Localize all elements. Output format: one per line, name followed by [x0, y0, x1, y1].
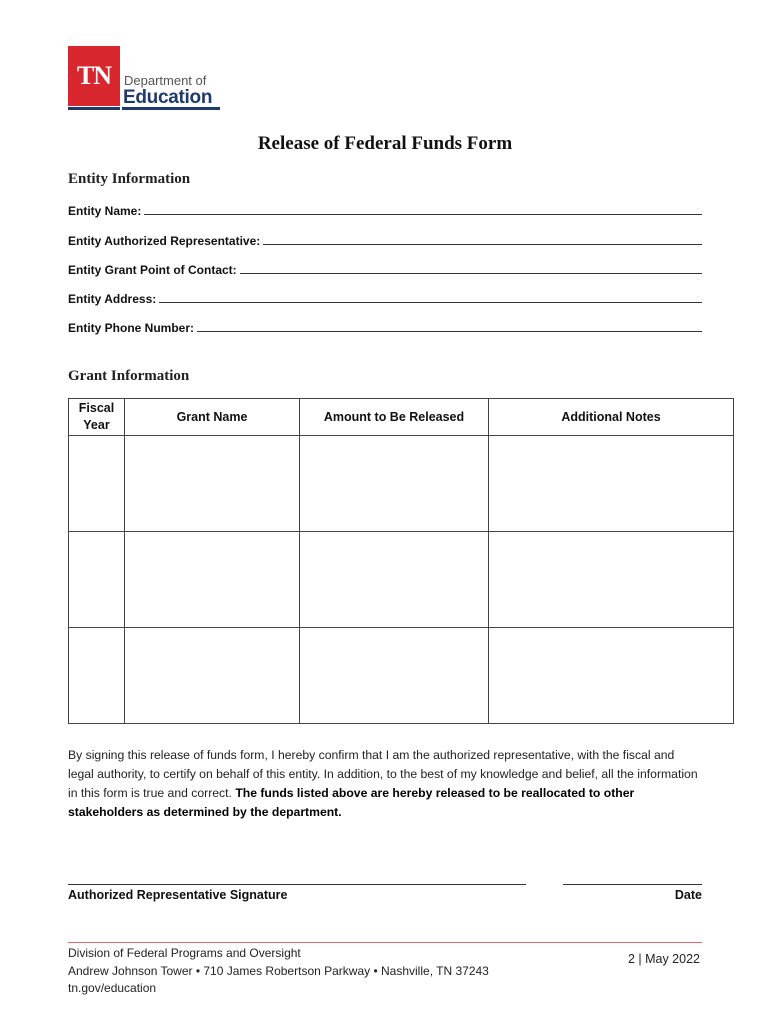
entity-phone-field[interactable]	[68, 317, 702, 335]
logo-education-text: Education	[123, 87, 213, 108]
entity-information-heading: Entity Information	[68, 171, 191, 187]
tn-logo-box: TN	[68, 46, 120, 106]
amount-cell[interactable]	[300, 628, 489, 724]
footer-website: tn.gov/education	[68, 981, 157, 995]
entity-phone-line[interactable]	[197, 330, 702, 332]
grant-name-cell[interactable]	[125, 436, 300, 532]
field-label: Entity Name:	[68, 204, 142, 218]
form-title: Release of Federal Funds Form	[257, 133, 513, 154]
entity-address-line[interactable]	[159, 301, 702, 303]
column-header-amount: Amount to Be Released	[300, 399, 489, 436]
entity-name-field[interactable]	[68, 200, 702, 218]
certification-statement	[68, 746, 703, 822]
field-label: Entity Grant Point of Contact:	[68, 263, 237, 277]
signature-line[interactable]	[68, 884, 526, 885]
footer-divider	[68, 942, 702, 943]
grant-name-cell[interactable]	[125, 628, 300, 724]
fiscal-year-cell[interactable]	[69, 436, 125, 532]
fiscal-year-cell[interactable]	[69, 628, 125, 724]
date-label: Date	[674, 888, 702, 902]
column-header-notes: Additional Notes	[489, 399, 734, 436]
tn-education-logo	[68, 46, 218, 112]
grant-information-table	[68, 398, 734, 724]
column-header-grant-name: Grant Name	[125, 399, 300, 436]
table-row	[69, 628, 734, 724]
grant-name-cell[interactable]	[125, 532, 300, 628]
statement-text: By signing this release of funds form, I hereby confirm that I am the authorized representative, with the fiscal and legal authority, to certify on behalf of this entity. In addition, to the best of my knowledge and belief, all the information in this form is true and correct.	[68, 748, 698, 800]
statement-bold-text: The funds listed above are hereby released to be reallocated to other stakeholders as determined by the department.	[68, 786, 635, 819]
entity-authorized-representative-field[interactable]	[68, 230, 702, 248]
logo-department-text: Department of	[124, 73, 207, 88]
column-header-fiscal-year: Fiscal Year	[69, 399, 125, 436]
entity-contact-line[interactable]	[240, 272, 702, 274]
field-label: Entity Phone Number:	[68, 321, 195, 335]
page-number-date: 2 | May 2022	[627, 952, 700, 966]
amount-cell[interactable]	[300, 436, 489, 532]
entity-grant-contact-field[interactable]	[68, 259, 702, 277]
signature-label: Authorized Representative Signature	[68, 888, 288, 902]
table-row	[69, 436, 734, 532]
logo-underline-left	[68, 107, 120, 110]
entity-name-line[interactable]	[144, 213, 702, 215]
entity-address-field[interactable]	[68, 288, 702, 306]
fiscal-year-cell[interactable]	[69, 532, 125, 628]
grant-information-heading: Grant Information	[68, 368, 190, 384]
entity-representative-line[interactable]	[263, 243, 702, 245]
date-line[interactable]	[563, 884, 702, 885]
notes-cell[interactable]	[489, 628, 734, 724]
table-header-row	[69, 399, 734, 436]
footer-address-line: Andrew Johnson Tower • 710 James Robertson Parkway • Nashville, TN 37243	[68, 963, 489, 978]
field-label: Entity Address:	[68, 292, 157, 306]
notes-cell[interactable]	[489, 436, 734, 532]
notes-cell[interactable]	[489, 532, 734, 628]
amount-cell[interactable]	[300, 532, 489, 628]
field-label: Entity Authorized Representative:	[68, 234, 261, 248]
table-row	[69, 532, 734, 628]
footer-address	[68, 945, 489, 998]
footer-division: Division of Federal Programs and Oversight	[68, 946, 301, 960]
